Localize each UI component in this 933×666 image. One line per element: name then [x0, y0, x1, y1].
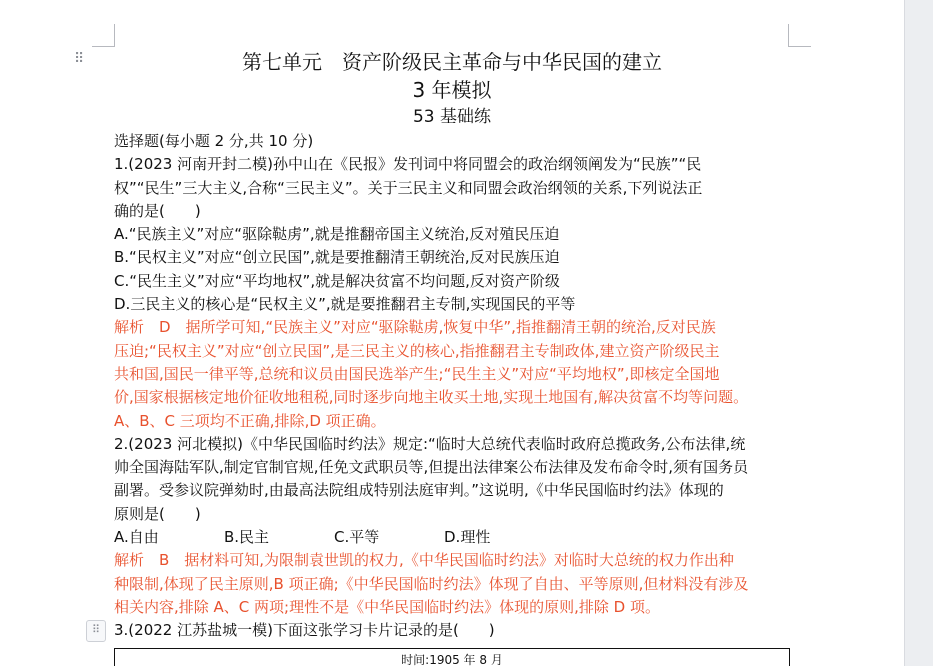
block-handle-icon[interactable]: ⠿ — [86, 620, 106, 642]
margin-corner-top-left — [92, 24, 115, 47]
q1-answer-line: A、B、C 三项均不正确,排除,D 项正确。 — [114, 411, 386, 430]
q2-line: 2.(2023 河北模拟)《中华民国临时约法》规定:“临时大总统代表临时政府总揽政务,公布法律,统 — [114, 434, 746, 453]
q2-option-a: A.自由 — [114, 528, 159, 547]
q1-option-a: A.“民族主义”对应“驱除鞑虏”,就是推翻帝国主义统治,反对殖民压迫 — [114, 225, 560, 244]
document-title: 第七单元 资产阶级民主革命与中华民国的建立 — [242, 50, 662, 74]
q1-answer-line: 压迫;“民权主义”对应“创立民国”,是三民主义的核心,指推翻君主专制政体,建立资产阶级民主 — [114, 341, 720, 360]
document-content — [114, 48, 790, 643]
q1-option-d: D.三民主义的核心是“民权主义”,就是要推翻君主专制,实现国民的平等 — [114, 295, 576, 314]
q2-answer-line: 种限制,体现了民主原则,B 项正确;《中华民国临时约法》体现了自由、平等原则,但材料没有涉及 — [114, 574, 749, 593]
q1-answer-line: 价,国家根据核定地价征收地租税,同时逐步向地主收买土地,实现土地国有,解决贫富不均等问题。 — [114, 388, 749, 407]
document-subtitle: 3 年模拟 — [412, 78, 492, 102]
q1-answer-line: 解析 D 据所学可知,“民族主义”对应“驱除鞑虏,恢复中华”,指推翻清王朝的统治,反对民族 — [114, 318, 716, 337]
study-card — [114, 648, 790, 666]
drag-handle-icon[interactable]: ⠿ — [74, 51, 85, 67]
q3-line: 3.(2022 江苏盐城一模)下面这张学习卡片记录的是( ) — [114, 621, 495, 640]
q2-answer-line: 相关内容,排除 A、C 两项;理性不是《中华民国临时约法》体现的原则,排除 D 项。 — [114, 597, 660, 616]
q1-line: 1.(2023 河南开封二模)孙中山在《民报》发刊词中将同盟会的政治纲领阐发为“民族”“民 — [114, 155, 702, 174]
study-card-text: 时间:1905 年 8 月 — [401, 653, 503, 666]
q2-option-b: B.民主 — [224, 528, 270, 547]
q2-option-d: D.理性 — [444, 528, 491, 547]
q2-line: 原则是( ) — [114, 504, 201, 523]
margin-corner-top-right — [788, 24, 811, 47]
q1-line: 确的是( ) — [114, 201, 201, 220]
q2-line: 帅全国海陆军队,制定官制官规,任免文武职员等,但提出法律案公布法律及发布命令时,须有国务员 — [114, 458, 749, 477]
q2-answer-line: 解析 B 据材料可知,为限制袁世凯的权力,《中华民国临时约法》对临时大总统的权力作出种 — [114, 551, 734, 570]
vertical-scrollbar[interactable] — [904, 0, 933, 666]
section-heading: 53 基础练 — [412, 107, 492, 127]
q1-answer-line: 共和国,国民一律平等,总统和议员由国民选举产生;“民生主义”对应“平均地权”,即核定全国地 — [114, 364, 720, 383]
q2-options — [114, 526, 790, 549]
q2-line: 副署。受参议院弹劾时,由最高法院组成特别法庭审判。”这说明,《中华民国临时约法》体现的 — [114, 481, 724, 500]
q1-line: 权”“民生”三大主义,合称“三民主义”。关于三民主义和同盟会政治纲领的关系,下列说法正 — [114, 178, 703, 197]
q1-option-b: B.“民权主义”对应“创立民国”,就是要推翻清王朝统治,反对民族压迫 — [114, 248, 560, 267]
q2-option-c: C.平等 — [334, 528, 380, 547]
instructions: 选择题(每小题 2 分,共 10 分) — [114, 132, 314, 150]
q1-option-c: C.“民生主义”对应“平均地权”,就是解决贫富不均问题,反对资产阶级 — [114, 271, 560, 290]
